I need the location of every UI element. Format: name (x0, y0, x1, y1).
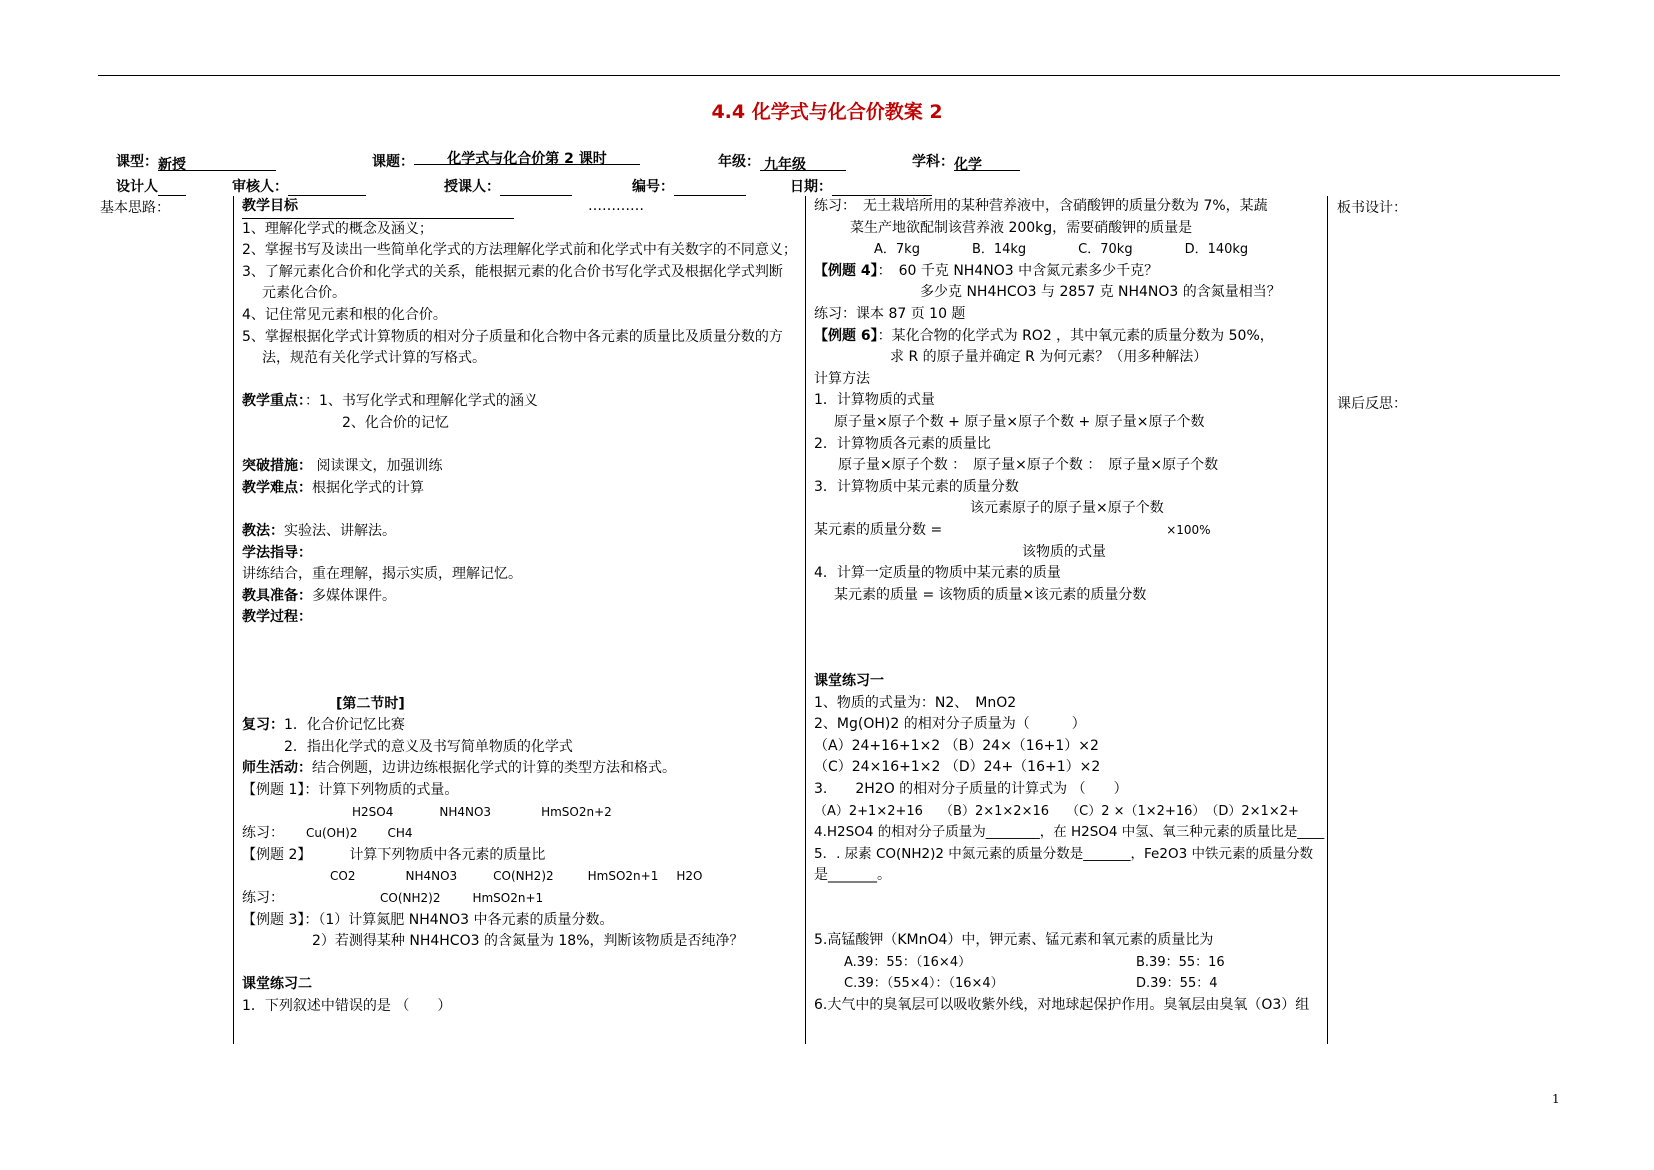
ex2-formula-5: H2O (676, 869, 703, 884)
calc-method-title: 计算方法 (814, 370, 870, 387)
teacher (444, 176, 572, 196)
goal-3b: 元素化合价。 (262, 285, 346, 302)
goal-3a: 3、了解元素化合价和化学式的关系，能根据元素的化合价书写化学式及根据化学式判断 (242, 263, 783, 280)
calc-3-numerator: 该元素原子的原子量×原子个数 (970, 500, 1164, 517)
date (790, 176, 932, 196)
reflection-label: 课后反思： (1337, 396, 1407, 412)
example-1-text: ：计算下列物质的式量。 (304, 782, 459, 799)
calc-4-formula: 某元素的质量 = 该物质的质量×该元素的质量分数 (834, 586, 1147, 603)
basic-approach-label: 基本思路： (100, 200, 170, 216)
designer (116, 176, 186, 196)
number (632, 176, 746, 196)
question-3: 3. 2H2O 的相对分子质量的计算式为 （ ） (814, 781, 1128, 798)
ex2-formula-1: CO2 (330, 869, 356, 884)
topic (372, 151, 640, 171)
calc-1: 1．计算物质的式量 (814, 392, 935, 409)
key-point-2: 2、化合价的记忆 (342, 414, 449, 431)
example-2-label: 【例题 2】 (242, 846, 312, 863)
ex2-formula-2: NH4NO3 (405, 869, 458, 884)
practice-text-1b: 菜生产地欲配制该营养液 200kg，需要硝酸钾的质量是 (850, 219, 1193, 236)
grade-value: 九年级 (764, 157, 806, 173)
question-5a: 5．. 尿素 CO(NH2)2 中氮元素的质量分数是_______，Fe2O3 中铁元素的质量分数 (814, 845, 1313, 862)
example-3-text-1: ：（1）计算氮肥 NH4NO3 中各元素的质量分数。 (304, 911, 614, 928)
reviewer-field (288, 179, 366, 196)
question-6-c: C.39：（55×4）：（16×4） (844, 976, 1004, 992)
calc-2: 2．计算物质各元素的质量比 (814, 435, 991, 452)
goal-1: 1、理解化学式的概念及涵义； (242, 220, 433, 237)
teaching-goals-heading: 教学目标 (242, 196, 514, 219)
ex2-formula-3: CO(NH2)2 (493, 869, 554, 884)
ex2-formula-4: HmSO2n+1 (587, 869, 659, 884)
activity-text: 结合例题，边讲边练根据化学式的计算的类型方法和格式。 (312, 760, 676, 777)
question-6: 5.高锰酸钾（KMnO4）中，钾元素、锰元素和氧元素的质量比为 (814, 932, 1214, 949)
course-type-field (158, 154, 276, 171)
example-3-label: 【例题 3】 (242, 911, 305, 928)
study-guide-text: 讲练结合，重在理解，揭示实质，理解记忆。 (242, 566, 522, 583)
board-design-label: 板书设计： (1337, 200, 1407, 216)
example-6-a: ：某化合物的化学式为 RO2 ，其中氧元素的质量分数为 50%， (877, 327, 1274, 344)
number-field (674, 179, 746, 196)
grade-field (760, 154, 846, 171)
example-4-b: 多少克 NH4HCO3 与 2857 克 NH4NO3 的含氮量相当？ (920, 284, 1281, 301)
subject-value: 化学 (954, 157, 982, 173)
question-3-options: （A）2+1×2+16 （B）2×1×2×16 （C）2 ×（1×2+16） （D）2×1×2+ (814, 803, 1299, 819)
calc-3: 3．计算物质中某元素的质量分数 (814, 478, 1019, 495)
pr2-formula-2: HmSO2n+1 (472, 891, 544, 905)
lesson-plan-column (242, 196, 802, 1018)
goal-4: 4、记住常见元素和根的化合价。 (242, 306, 447, 323)
goal-5b: 法，规范有关化学式计算的写格式。 (262, 350, 486, 367)
question-2: 2、Mg(OH)2 的相对分子质量为（ ） (814, 716, 1086, 733)
question-6-b: B.39：55：16 (1136, 954, 1225, 970)
question-1: 1、物质的式量为：N2、 MnO2 (814, 694, 1017, 711)
goal-5a: 5、掌握根据化学式计算物质的相对分子质量和化合物中各元素的质量比及质量分数的方 (242, 328, 783, 345)
difficulty-text: 根据化学式的计算 (312, 479, 424, 496)
topic-label: 课题： (372, 154, 414, 170)
subject-field (954, 154, 1020, 171)
top-rule (98, 75, 1560, 76)
study-guide-label: 学法指导： (242, 544, 312, 561)
example-6-label: 【例题 6】 (814, 327, 878, 344)
date-label: 日期： (790, 179, 832, 195)
question-6-a: A.39：55：（16×4） (844, 954, 972, 970)
class-practice-2-heading: 课堂练习二 (242, 976, 312, 993)
calc-4: 4．计算一定质量的物质中某元素的质量 (814, 565, 1061, 582)
example-4-a: ： 60 千克 NH4NO3 中含氮元素多少千克？ (877, 262, 1159, 279)
pr1-formula-2: CH4 (387, 826, 413, 841)
practice-2-label: 练习： (242, 890, 284, 906)
measures-text: 阅读课文，加强训练 (316, 458, 443, 475)
date-field (832, 179, 932, 196)
pr1-formula-1: Cu(OH)2 (306, 826, 358, 841)
page-number: 1 (1552, 1092, 1560, 1106)
example-6-b: 求 R 的原子量并确定 R 为何元素？（用多种解法） (890, 349, 1208, 366)
designer-label: 设计人 (116, 179, 158, 195)
calc-3-denominator: 该物质的式量 (1022, 543, 1106, 560)
grade-label: 年级： (718, 154, 760, 170)
subject-label: 学科： (912, 154, 954, 170)
section-2-heading: [第二节时] (336, 695, 405, 712)
example-4-label: 【例题 4】 (814, 262, 878, 279)
calc-3-left: 某元素的质量分数 = (814, 521, 943, 538)
ex1-formula-3: HmSO2n+2 (541, 804, 612, 819)
column-divider-2 (805, 196, 806, 1044)
reviewer (232, 176, 366, 196)
review-1: 1．化合价记忆比赛 (284, 717, 405, 734)
method-label: 教法： (242, 522, 284, 539)
exercises-column (814, 196, 1326, 1017)
dots: ………… (588, 198, 644, 214)
example-2-text: 计算下列物质中各元素的质量比 (349, 846, 546, 863)
calc-1-formula: 原子量×原子个数 + 原子量×原子个数 + 原子量×原子个数 (834, 413, 1205, 430)
measures-label: 突破措施： (242, 458, 312, 475)
activity-label: 师生活动： (242, 760, 312, 777)
course-type (116, 151, 276, 171)
practice-1-label: 练习： (242, 825, 284, 842)
subject (912, 151, 1020, 171)
class-practice-2-q1: 1．下列叙述中错误的是 （ ） (242, 997, 452, 1014)
difficulty-label: 教学难点： (242, 479, 312, 496)
grade (718, 151, 846, 171)
reviewer-label: 审核人： (232, 179, 288, 195)
goal-2: 2、掌握书写及读出一些简单化学式的方法理解化学式前和化学式中有关数字的不同意义； (242, 242, 797, 259)
column-divider-3 (1327, 196, 1328, 1044)
topic-field (414, 148, 640, 165)
page-title: 4.4 化学式与化合价教案 2 (711, 101, 943, 123)
class-practice-1-heading: 课堂练习一 (814, 673, 884, 690)
question-4: 4.H2SO4 的相对分子质量为________，在 H2SO4 中氢、氧三种元素的质量比是____ (814, 824, 1325, 841)
course-type-label: 课型： (116, 154, 158, 170)
process-label: 教学过程： (242, 609, 312, 626)
teacher-field (500, 179, 572, 196)
question-2-ab: （A）24+16+1×2 （B）24×（16+1）×2 (814, 737, 1099, 754)
calc-3-right: ×100% (1166, 522, 1211, 537)
number-label: 编号： (632, 179, 674, 195)
review-label: 复习： (242, 717, 284, 734)
practice-text-2: 练习：课本 87 页 10 题 (814, 305, 966, 322)
topic-value: 化学式与化合价第 2 课时 (447, 151, 607, 167)
example-3-text-2: 2）若测得某种 NH4HCO3 的含氮量为 18%，判断该物质是否纯净？ (312, 933, 744, 950)
practice-options: A．7kg B．14kg C．70kg D．140kg (874, 242, 1249, 258)
example-1-label: 【例题 1】 (242, 782, 305, 799)
review-2: 2．指出化学式的意义及书写简单物质的化学式 (284, 738, 573, 755)
column-divider-1 (233, 196, 234, 1044)
course-type-value: 新授 (158, 157, 186, 173)
practice-text-1a: 练习： 无土栽培所用的某种营养液中，含硝酸钾的质量分数为 7%，某蔬 (814, 198, 1268, 214)
tools-text: 多媒体课件。 (312, 587, 396, 604)
teacher-label: 授课人： (444, 179, 500, 195)
tools-label: 教具准备： (242, 587, 312, 604)
key-point-1: ：1、书写化学式和理解化学式的涵义 (305, 393, 538, 410)
ex1-formula-1: H2SO4 (352, 804, 394, 819)
method-text: 实验法、讲解法。 (284, 522, 396, 539)
ex1-formula-2: NH4NO3 (439, 804, 492, 819)
calc-2-formula: 原子量×原子个数 ： 原子量×原子个数 ： 原子量×原子个数 (838, 457, 1219, 474)
key-points-label: 教学重点： (242, 393, 305, 410)
question-7: 6.大气中的臭氧层可以吸收紫外线，对地球起保护作用。臭氧层由臭氧（O3）组 (814, 996, 1310, 1013)
question-2-cd: （C）24×16+1×2 （D）24+（16+1）×2 (814, 759, 1101, 776)
designer-field (158, 179, 186, 196)
question-5b: 是_______。 (814, 867, 891, 884)
pr2-formula-1: CO(NH2)2 (380, 891, 441, 905)
question-6-d: D.39：55：4 (1136, 976, 1218, 992)
